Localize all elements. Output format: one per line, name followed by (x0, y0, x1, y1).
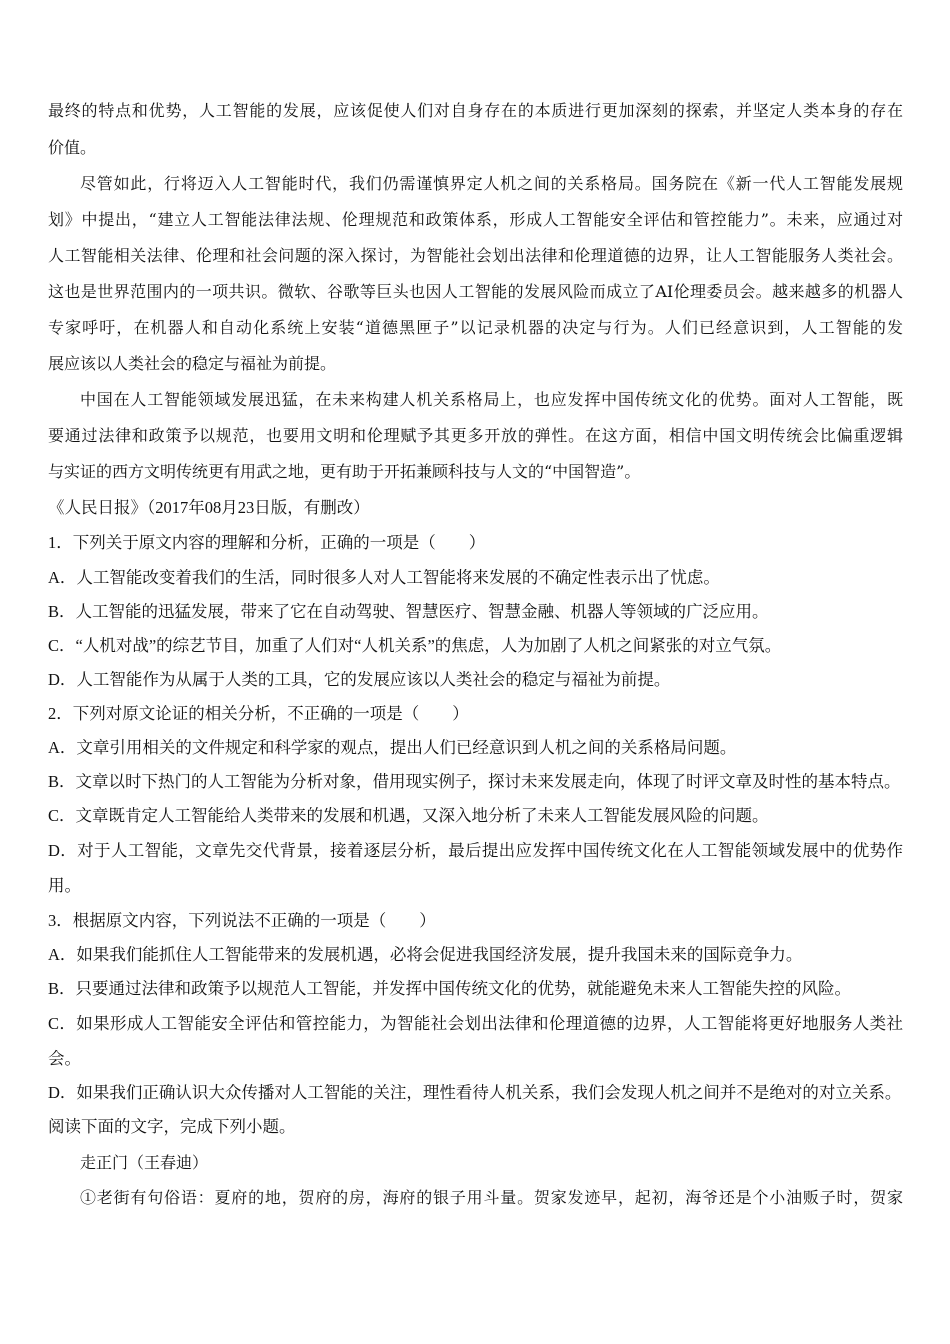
passage-line: 这也是世界范围内的一项共识。微软、谷歌等巨头也因人工智能的发展风险而成立了AI伦理委员会。越来越多的机器人 (48, 282, 903, 301)
question-option: D．如果我们正确认识大众传播对人工智能的关注，理性看待人机关系，我们会发现人机之间并不是绝对的对立关系。 (48, 1083, 902, 1102)
passage-line: 中国在人工智能领域发展迅猛，在未来构建人机关系格局上，也应发挥中国传统文化的优势。面对人工智能，既 (80, 390, 903, 409)
reading-instruction: 阅读下面的文字，完成下列小题。 (48, 1117, 296, 1136)
question-option: C．“人机对战”的综艺节目，加重了人们对“人机关系”的焦虑，人为加剧了人机之间紧张的对立气氛。 (48, 636, 782, 655)
passage-source: 《人民日报》（2017年08月23日版，有删改） (48, 498, 370, 517)
passage-line: 与实证的西方文明传统更有用武之地，更有助于开拓兼顾科技与人文的“中国智造”。 (48, 462, 641, 481)
story-first-line: ①老街有句俗语：夏府的地，贺府的房，海府的银子用斗量。贺家发迹早，起初，海爷还是个小油贩子时，贺家 (80, 1188, 903, 1207)
question-option: D．对于人工智能，文章先交代背景，接着逐层分析，最后提出应发挥中国传统文化在人工智能领域发展中的优势作 (48, 841, 903, 860)
passage-line: 要通过法律和政策予以规范，也要用文明和伦理赋予其更多开放的弹性。在这方面，相信中国文明传统会比偏重逻辑 (48, 426, 903, 445)
question-option: C．如果形成人工智能安全评估和管控能力，为智能社会划出法律和伦理道德的边界，人工智能将更好地服务人类社 (48, 1014, 903, 1033)
question-option: A．人工智能改变着我们的生活，同时很多人对人工智能将来发展的不确定性表示出了忧虑。 (48, 568, 720, 587)
passage-line: 价值。 (48, 138, 97, 157)
question-option: A．文章引用相关的文件规定和科学家的观点，提出人们已经意识到人机之间的关系格局问题。 (48, 738, 737, 757)
passage-line: 划》中提出，“建立人工智能法律法规、伦理规范和政策体系，形成人工智能安全评估和管控能力”。未来，应通过对 (48, 210, 903, 229)
passage-line: 尽管如此，行将迈入人工智能时代，我们仍需谨慎界定人机之间的关系格局。国务院在《新一代人工智能发展规 (80, 174, 903, 193)
question-option: C．文章既肯定人工智能给人类带来的发展和机遇，又深入地分析了未来人工智能发展风险的问题。 (48, 806, 769, 825)
passage-line: 展应该以人类社会的稳定与福祉为前提。 (48, 354, 337, 373)
question-stem: 2．下列对原文论证的相关分析，不正确的一项是（ ） (48, 704, 469, 723)
question-stem: 1．下列关于原文内容的理解和分析，正确的一项是（ ） (48, 533, 486, 552)
question-stem: 3．根据原文内容，下列说法不正确的一项是（ ） (48, 911, 436, 930)
question-option: B．只要通过法律和政策予以规范人工智能，并发挥中国传统文化的优势，就能避免未来人工智能失控的风险。 (48, 979, 852, 998)
question-option: D．人工智能作为从属于人类的工具，它的发展应该以人类社会的稳定与福祉为前提。 (48, 670, 671, 689)
question-option: 会。 (48, 1049, 81, 1068)
question-option: B．人工智能的迅猛发展，带来了它在自动驾驶、智慧医疗、智慧金融、机器人等领域的广泛应用。 (48, 602, 769, 621)
question-option: 用。 (48, 876, 81, 895)
question-option: B．文章以时下热门的人工智能为分析对象，借用现实例子，探讨未来发展走向，体现了时评文章及时性的基本特点。 (48, 772, 901, 791)
passage-line: 人工智能相关法律、伦理和社会问题的深入探讨，为智能社会划出法律和伦理道德的边界，让人工智能服务人类社会。 (48, 246, 903, 265)
passage-line: 最终的特点和优势，人工智能的发展，应该促使人们对自身存在的本质进行更加深刻的探索，并坚定人类本身的存在 (48, 101, 903, 120)
question-option: A．如果我们能抓住人工智能带来的发展机遇，必将会促进我国经济发展，提升我国未来的国际竞争力。 (48, 945, 803, 964)
story-title: 走正门（王春迪） (80, 1153, 209, 1172)
passage-line: 专家呼吁，在机器人和自动化系统上安装“道德黑匣子”以记录机器的决定与行为。人们已经意识到，人工智能的发 (48, 318, 903, 337)
